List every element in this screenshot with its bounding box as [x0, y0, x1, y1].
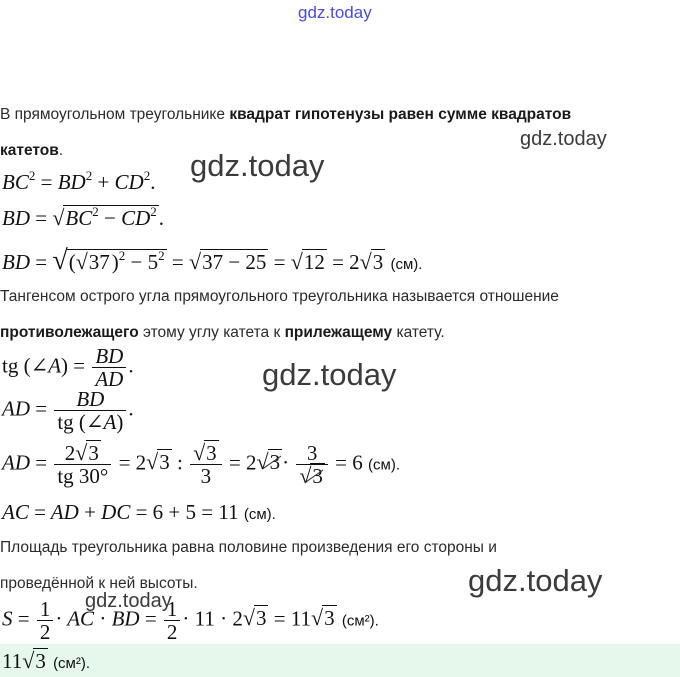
watermark-5: gdz.today — [85, 590, 172, 612]
formula-ad-value: AD = $\frac{2√3}{tg 30^\circ}$ = 2√3 : $\frac{√3}{3}$ = 2√3· $\frac{3}{√3}$ = 6 (см). — [2, 440, 400, 488]
watermark-1: gdz.today — [520, 128, 607, 150]
formula-pythagoras: $BC^2 = BD^2 + CD^2$. — [2, 168, 156, 194]
watermark-top: gdz.today — [298, 3, 372, 22]
theorem-line-2 — [0, 142, 63, 160]
formula-area: S = $\frac{1}{2}$ · AC · BD = $\frac{1}{2}$ · 11 · 2√3 = 11√3 (см²). — [2, 597, 379, 644]
unit-cm2: (см²). — [341, 612, 379, 630]
para1-bold2: катетов — [0, 142, 59, 159]
formula-ac: AC = AD + DC = 6 + 5 = 11 (см). — [2, 500, 276, 524]
formula-bd-value: BD = $√(√37)^2 - 5^2 = √37 - 25 = √12 = 2√3$ (см). — [2, 245, 423, 276]
formula-bd-root: BD = $√BC^2 - CD^2$. — [2, 204, 165, 230]
answer-highlight — [0, 644, 680, 677]
answer-value: 11√3 (см²). — [2, 648, 91, 673]
watermark-3: gdz.today — [262, 357, 397, 392]
para2-bold2: прилежащему — [284, 324, 393, 341]
unit-cm-3: (см). — [243, 506, 276, 523]
formula-ad: AD = $\frac{BD}{tg (\angle A)}$ . — [2, 387, 134, 434]
answer-unit: (см²). — [53, 655, 91, 672]
formula-tg: tg (∠A) = $\frac{BD}{AD}$ . — [2, 344, 134, 391]
tangent-def-line-2 — [0, 324, 445, 342]
para1-bold1: квадрат гипотенузы равен сумме квадратов — [229, 106, 572, 123]
watermark-2: gdz.today — [190, 148, 325, 183]
tangent-def-line-1: Тангенсом острого угла прямоугольного треугольника называется отношение — [0, 288, 559, 305]
para1-start: В прямоугольном треугольнике — [0, 106, 230, 123]
area-def-line-2: проведённой к ней высоты. — [0, 575, 198, 592]
para1-end: . — [58, 142, 64, 159]
watermark-4: gdz.today — [468, 563, 603, 598]
para2-bold1: противолежащего — [0, 324, 139, 341]
para2-mid: этому углу катета к — [138, 324, 285, 341]
theorem-line-1 — [0, 106, 571, 124]
para2-end: катету. — [392, 324, 445, 341]
area-def-line-1: Площадь треугольника равна половине произведения его стороны и — [0, 539, 497, 556]
unit-cm-1: (см). — [390, 256, 423, 273]
unit-cm-2: (см). — [368, 456, 400, 474]
